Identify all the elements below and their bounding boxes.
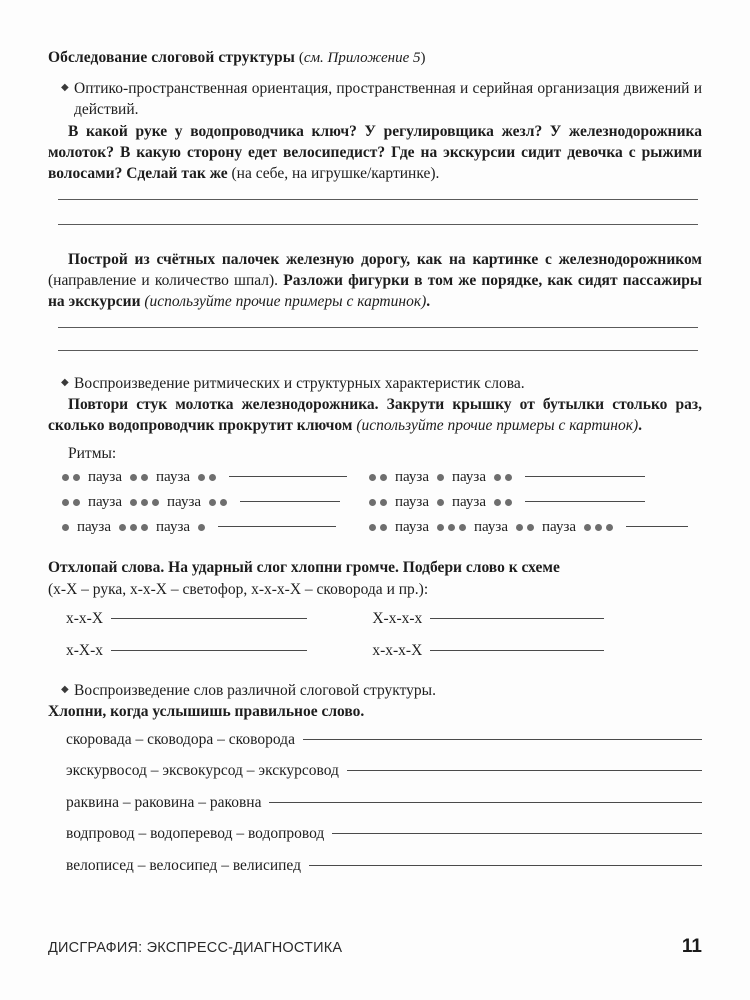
task-2-text <box>48 249 702 313</box>
answer-rule[interactable] <box>430 618 604 619</box>
answer-rule[interactable] <box>218 526 336 527</box>
rhythm-dot-icon <box>437 524 444 531</box>
scheme-table <box>48 610 702 674</box>
rhythm-dot-icon <box>73 499 80 506</box>
rhythm-dot-icon <box>369 499 376 506</box>
rhythm-dot-icon <box>198 524 205 531</box>
table-row <box>48 642 702 674</box>
rhythms-body <box>48 468 702 543</box>
rhythm-dot-icon <box>73 474 80 481</box>
dot-group <box>119 524 148 531</box>
answer-rule[interactable] <box>303 739 702 740</box>
diamond-bullet-icon: ◆ <box>61 683 69 695</box>
task-4-subtext <box>48 579 702 600</box>
dot-group <box>369 524 387 531</box>
answer-rule[interactable] <box>347 770 702 771</box>
answer-rule[interactable] <box>240 501 340 502</box>
rhythm-dot-icon <box>380 474 387 481</box>
rhythm-dot-icon <box>152 499 159 506</box>
task-4-bold: Отхлопай слова. На ударный слог хлопни громче. Подбери слово к схеме <box>48 559 560 577</box>
rhythm-dot-icon <box>505 474 512 481</box>
rhythm-row-right-1 <box>369 468 702 486</box>
page-footer <box>48 936 702 958</box>
list-item <box>66 731 702 750</box>
rhythm-dot-icon <box>584 524 591 531</box>
scheme-cell-right-1 <box>360 610 702 642</box>
table-row <box>48 518 702 543</box>
page-title-text: Обследование слоговой структуры <box>48 49 295 66</box>
answer-rule[interactable] <box>525 476 645 477</box>
answer-rule[interactable] <box>58 199 698 200</box>
pause-label: пауза <box>167 494 202 511</box>
rhythm-dot-icon <box>209 474 216 481</box>
rhythm-dot-icon <box>448 524 455 531</box>
answer-rule[interactable] <box>58 350 698 351</box>
answer-rule[interactable] <box>111 650 307 651</box>
answer-rule[interactable] <box>58 224 698 225</box>
rhythm-dot-icon <box>606 524 613 531</box>
dot-group <box>130 474 148 481</box>
pause-label: пауза <box>394 519 429 536</box>
rhythm-dot-icon <box>62 499 69 506</box>
footer-page-number: 11 <box>681 936 702 957</box>
scheme-cell-right-2 <box>360 642 702 674</box>
task-1-text <box>48 121 702 185</box>
bullet-item-3-label: Воспроизведение слов различной слоговой структуры. <box>74 681 436 699</box>
paren-close: ) <box>420 50 426 66</box>
rhythm-dot-icon <box>209 499 216 506</box>
bullet-item-1-label: Оптико-пространственная ориентация, пространственная и серийная организация движений и действий. <box>74 79 702 119</box>
rhythm-dot-icon <box>437 474 444 481</box>
answer-rule[interactable] <box>430 650 604 651</box>
dot-group <box>198 524 205 531</box>
page-title <box>48 48 702 69</box>
page-content <box>48 48 702 889</box>
answer-rules-group-1 <box>48 199 702 225</box>
rhythm-dot-icon <box>369 474 376 481</box>
rhythm-cell-left-2 <box>48 493 357 518</box>
answer-rule[interactable] <box>58 327 698 328</box>
pause-label: пауза <box>88 494 123 511</box>
task-1-bold: В какой руке у водопроводчика ключ? У регулировщика жезл? У железнодорожника молоток? В какую сторону едет велосипедист? Где на экскурсии сидит девочка с рыжими волосами? Сделай так же <box>48 122 702 183</box>
rhythm-dot-icon <box>595 524 602 531</box>
answer-rules-group-2 <box>48 327 702 351</box>
table-row <box>48 610 702 642</box>
pause-label: пауза <box>394 469 429 486</box>
rhythm-dot-icon <box>494 474 501 481</box>
rhythm-dot-icon <box>119 524 126 531</box>
dot-group <box>209 499 227 506</box>
scheme-cell-left-2 <box>48 642 360 674</box>
rhythms-table <box>48 468 702 543</box>
scheme-cell-left-1 <box>48 610 360 642</box>
pause-label: пауза <box>156 469 191 486</box>
rhythm-dot-icon <box>130 499 137 506</box>
rhythm-row-left-1 <box>62 468 357 486</box>
task-5-text <box>48 701 702 722</box>
scheme-label-left-1: х-х-Х <box>66 609 104 627</box>
dot-group <box>437 524 466 531</box>
dot-group <box>516 524 534 531</box>
rhythm-dot-icon <box>141 499 148 506</box>
task-3-italic: (используйте прочие примеры с картинок) <box>356 417 639 435</box>
dot-group <box>198 474 216 481</box>
rhythms-label: Ритмы: <box>68 444 117 462</box>
rhythm-dot-icon <box>380 524 387 531</box>
list-item <box>66 825 702 844</box>
scheme-body <box>48 610 702 674</box>
bullet-item-2-label: Воспроизведение ритмических и структурных характеристик слова. <box>74 374 525 392</box>
dot-group <box>437 499 444 506</box>
rhythm-dot-icon <box>516 524 523 531</box>
task-4-text <box>48 557 702 578</box>
scheme-label-left-2: х-Х-х <box>66 641 104 659</box>
task-2-tail: . <box>426 293 431 311</box>
dot-group <box>62 499 80 506</box>
list-item <box>66 857 702 876</box>
rhythm-dot-icon <box>62 474 69 481</box>
diamond-bullet-icon: ◆ <box>61 376 69 388</box>
dot-group <box>494 499 512 506</box>
task-3-text <box>48 394 702 437</box>
rhythm-dot-icon <box>62 524 69 531</box>
pause-label: пауза <box>452 469 487 486</box>
rhythm-dot-icon <box>494 499 501 506</box>
table-row <box>48 493 702 518</box>
pause-label: пауза <box>77 519 112 536</box>
rhythm-dot-icon <box>130 474 137 481</box>
word-row-text: велописед – велосипед – велисипед <box>66 856 301 874</box>
answer-rule[interactable] <box>309 865 702 866</box>
task-2-bold-a: Построй из счётных палочек железную дорогу, как на картинке с железнодорожником <box>68 250 702 268</box>
task-3-bold: Повтори стук молотка железнодорожника. Закрути крышку от бутылки столько раз, сколько водопроводчик прокрутит ключом <box>48 395 702 435</box>
rhythm-dot-icon <box>141 474 148 481</box>
list-item <box>66 762 702 781</box>
answer-rule[interactable] <box>111 618 307 619</box>
pause-label: пауза <box>394 494 429 511</box>
pause-label: пауза <box>542 519 577 536</box>
rhythm-dot-icon <box>369 524 376 531</box>
rhythm-row-left-2 <box>62 493 357 511</box>
bullet-item-3 <box>48 680 702 701</box>
rhythm-cell-right-2 <box>357 493 702 518</box>
task-5-bold: Хлопни, когда услышишь правильное слово. <box>48 703 365 721</box>
word-row-text: раквина – раковина – раковна <box>66 793 262 811</box>
rhythm-dot-icon <box>220 499 227 506</box>
diamond-bullet-icon: ◆ <box>61 81 69 93</box>
word-row-text: скоровада – сководора – сковорода <box>66 730 295 748</box>
rhythm-dot-icon <box>437 499 444 506</box>
dot-group <box>494 474 512 481</box>
rhythm-dot-icon <box>141 524 148 531</box>
task-4-regular: (х-Х – рука, х-х-Х – светофор, х-х-х-Х – сковорода и пр.): <box>48 580 429 598</box>
task-1-regular: (на себе, на игрушке/картинке). <box>231 165 440 183</box>
rhythm-dot-icon <box>527 524 534 531</box>
pause-label: пауза <box>474 519 509 536</box>
bullet-item-2 <box>48 373 702 394</box>
page-title-note-text: см. Приложение 5 <box>303 50 421 66</box>
page-title-note <box>299 50 426 66</box>
rhythm-dot-icon <box>459 524 466 531</box>
word-row-text: экскурвосод – эксвокурсод – экскурсовод <box>66 762 339 780</box>
footer-title: ДИСГРАФИЯ: ЭКСПРЕСС-ДИАГНОСТИКА <box>48 940 343 956</box>
answer-rule[interactable] <box>626 526 688 527</box>
answer-rule[interactable] <box>269 802 702 803</box>
dot-group <box>584 524 613 531</box>
scheme-label-right-2: х-х-х-Х <box>372 641 423 659</box>
rhythm-dot-icon <box>380 499 387 506</box>
dot-group <box>62 474 80 481</box>
rhythm-dot-icon <box>198 474 205 481</box>
task-2-italic: (используйте прочие примеры с картинок) <box>144 293 427 311</box>
table-row <box>48 468 702 493</box>
rhythm-cell-right-1 <box>357 468 702 493</box>
pause-label: пауза <box>156 519 191 536</box>
answer-rule[interactable] <box>229 476 347 477</box>
list-item <box>66 794 702 813</box>
task-3-tail: . <box>638 417 643 435</box>
dot-group <box>437 474 444 481</box>
rhythm-row-left-3 <box>62 518 357 536</box>
task-2-bold-b: Разложи фигурки в том же порядке, как сидят пассажиры на экскурсии <box>48 271 702 311</box>
word-list <box>48 731 702 876</box>
pause-label: пауза <box>88 469 123 486</box>
dot-group <box>369 474 387 481</box>
task-2-regular-a: (направление и количество шпал). <box>48 271 284 289</box>
rhythm-row-right-2 <box>369 493 702 511</box>
pause-label: пауза <box>452 494 487 511</box>
dot-group <box>130 499 159 506</box>
rhythm-cell-right-3 <box>357 518 702 543</box>
rhythm-dot-icon <box>505 499 512 506</box>
scheme-label-right-1: Х-х-х-х <box>372 609 423 627</box>
bullet-item-1 <box>48 78 702 121</box>
word-row-text: водпровод – водоперевод – водопровод <box>66 825 325 843</box>
answer-rule[interactable] <box>525 501 645 502</box>
dot-group <box>369 499 387 506</box>
rhythm-row-right-3 <box>369 518 702 536</box>
paren-open: ( <box>298 50 304 66</box>
rhythm-dot-icon <box>130 524 137 531</box>
rhythm-cell-left-1 <box>48 468 357 493</box>
rhythm-cell-left-3 <box>48 518 357 543</box>
dot-group <box>62 524 69 531</box>
answer-rule[interactable] <box>332 833 702 834</box>
